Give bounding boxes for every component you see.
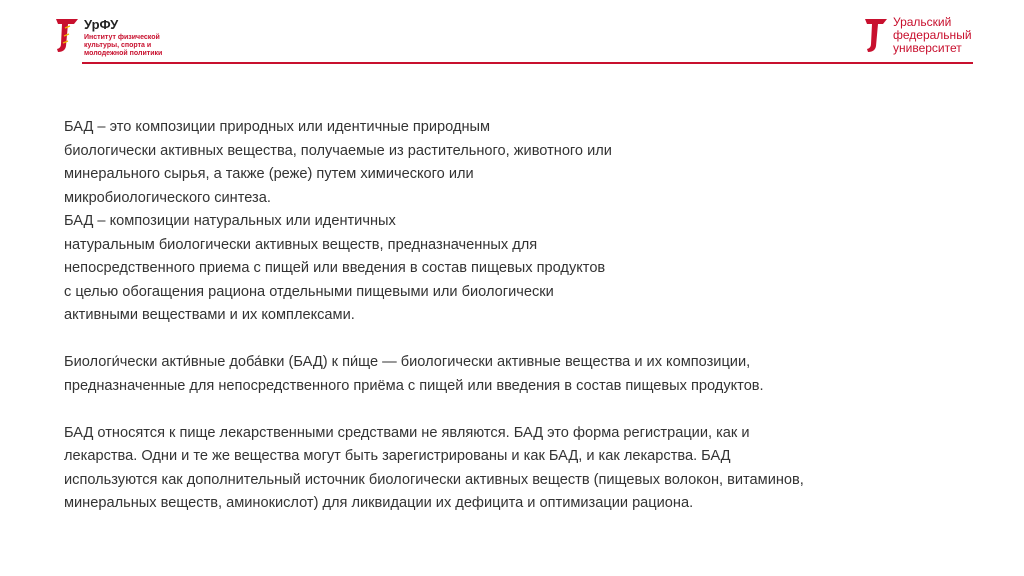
logo-title: УрФУ [84,17,119,32]
institute-line: молодежной политики [84,50,163,57]
line: используются как дополнительный источник биологически активных веществ (пищевых волокон, витаминов, [64,471,804,488]
line: лекарства. Одни и те же вещества могут быть зарегистрированы и как БАД, и как лекарства. БАД [64,448,731,464]
line: БАД относятся к пище лекарственными средствами не являются. БАД это форма регистрации, как и [64,424,750,441]
line: натуральным биологически активных веществ, предназначенных для [64,236,538,253]
line: с целью обогащения рациона отдельными пищевыми или биологически [64,283,554,300]
institute-line: культуры, спорта и [84,42,152,49]
line: микробиологического синтеза. [64,189,271,206]
urfu-university-logo-icon [864,16,888,54]
urfu-logo-icon [54,16,80,54]
line: БАД – это композиции природных или идентичные природным [64,119,491,135]
university-name [893,16,972,55]
institute-name [84,34,162,58]
university-line: университет [893,41,962,55]
line: непосредственного приема с пищей или введения в состав пищевых продуктов [64,260,606,276]
line: БАД – композиции натуральных или идентичных [64,213,396,229]
line: Биологи́чески акти́вные доба́вки (БАД) к пи́ще — биологически активные вещества и их композиции, [64,354,751,370]
line: биологически активных вещества, получаемые из растительного, животного или [64,142,612,159]
line: минерального сырья, а также (реже) путем химического или [64,166,474,182]
university-line: Уральский [893,15,952,29]
line: предназначенные для непосредственного приёма с пищей или введения в состав пищевых продуктов. [64,377,764,394]
line: минеральных веществ, аминокислот) для ликвидации их дефицита и оптимизации рациона. [64,495,694,511]
line: активными веществами и их комплексами. [64,307,355,323]
institute-line: Институт физической [84,34,160,41]
slide-body [64,116,964,516]
university-line: федеральный [893,28,972,42]
header-divider [82,62,973,64]
